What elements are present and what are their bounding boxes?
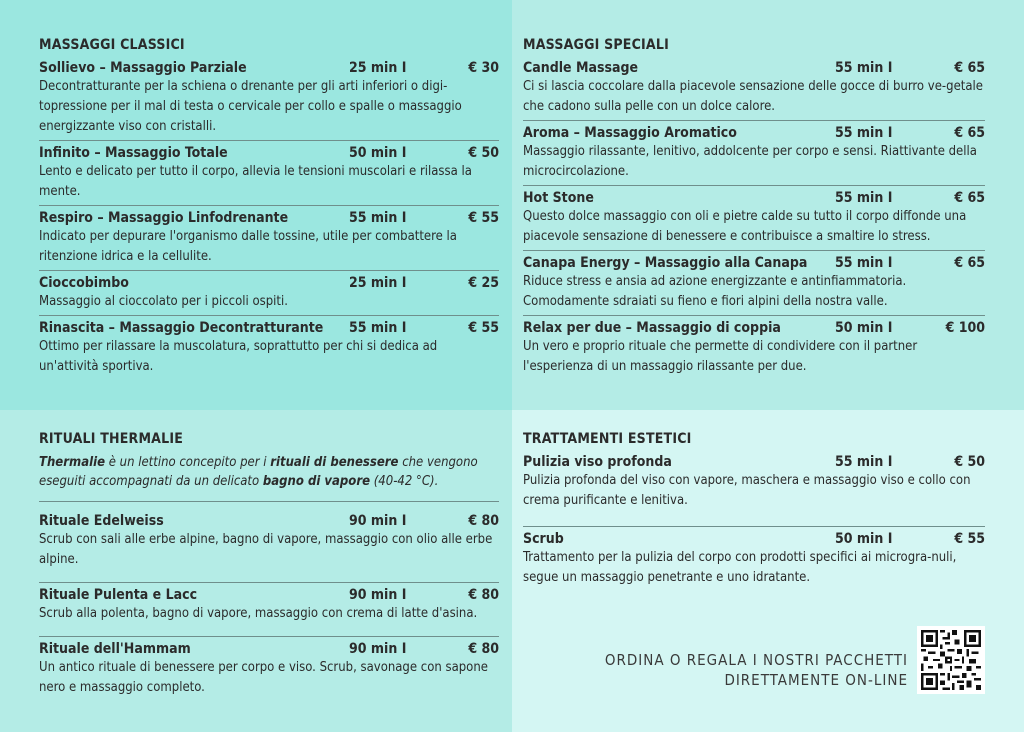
menu-item [523, 59, 985, 120]
item-duration: 55 min I [835, 60, 893, 76]
item-description: Scrub con sali alle erbe alpine, bagno di vapore, massaggio con olio alle erbe alpine. [39, 532, 493, 567]
item-price: € 55 [468, 210, 499, 226]
section-title: RITUALI THERMALIE [39, 431, 184, 447]
item-name: Respiro – Massaggio Linfodrenante [39, 210, 289, 226]
item-price: € 80 [468, 641, 499, 657]
item-name: Scrub [523, 531, 564, 547]
massaggi-speciali-section [512, 0, 1024, 410]
item-duration: 55 min I [835, 190, 893, 206]
item-duration: 55 min I [349, 210, 407, 226]
item-price: € 55 [954, 531, 985, 547]
item-duration: 25 min I [349, 275, 407, 291]
intro-text: che vengono eseguiti accompagnati da un delicato [39, 455, 478, 489]
item-name: Rituale dell'Hammam [39, 641, 191, 657]
trattamenti-estetici-section [512, 410, 1024, 732]
item-name: Relax per due – Massaggio di coppia [523, 320, 781, 336]
menu-item [523, 453, 985, 514]
item-duration: 90 min I [349, 513, 407, 529]
item-duration: 55 min I [835, 125, 893, 141]
intro-emphasis: rituali di benessere [270, 455, 399, 470]
item-description: Ottimo per rilassare la muscolatura, soprattutto per chi si dedica ad un'attività sportiva. [39, 339, 438, 374]
item-price: € 30 [468, 60, 499, 76]
menu-item [39, 315, 499, 380]
item-name: Candle Massage [523, 60, 639, 76]
item-description: Ci si lascia coccolare dalla piacevole sensazione delle gocce di burro ve-getale che cadono sulla pelle con un dolce calore. [523, 79, 983, 114]
item-name: Aroma – Massaggio Aromatico [523, 125, 737, 141]
rituali-thermalie-section [0, 410, 512, 732]
section-title: TRATTAMENTI ESTETICI [523, 431, 692, 447]
item-duration: 50 min I [835, 320, 893, 336]
order-online-cta [605, 650, 908, 690]
item-description: Riduce stress e ansia ad azione energizzante e antinfiammatoria. Comodamente sdraiati su fieno e fiori alpini della nostra valle. [523, 274, 907, 309]
item-duration: 90 min I [349, 641, 407, 657]
item-name: Rinascita – Massaggio Decontratturante [39, 320, 324, 336]
cta-line: DIRETTAMENTE ON-LINE [724, 671, 908, 689]
menu-item [39, 140, 499, 205]
item-price: € 25 [468, 275, 499, 291]
section-intro [39, 453, 499, 502]
item-price: € 50 [468, 145, 499, 161]
item-duration: 55 min I [349, 320, 407, 336]
item-description: Trattamento per la pulizia del corpo con prodotti specifici ai microgra-nuli, segue un massaggio penetrante e uno idratante. [523, 550, 957, 585]
menu-item [39, 512, 499, 570]
item-description: Un vero e proprio rituale che permette di condividere con il partner l'esperienza di un massaggio rilassante per due. [523, 339, 918, 374]
massaggi-classici-section [0, 0, 512, 410]
intro-brand: Thermalie [39, 455, 106, 470]
item-name: Rituale Pulenta e Lacc [39, 587, 198, 603]
intro-text: (40-42 °C). [370, 474, 439, 489]
item-duration: 90 min I [349, 587, 407, 603]
item-name: Sollievo – Massaggio Parziale [39, 60, 247, 76]
menu-item [523, 526, 985, 591]
item-description: Un antico rituale di benessere per corpo e viso. Scrub, savonage con sapone nero e massaggio completo. [39, 660, 488, 695]
menu-item [39, 205, 499, 270]
qr-code-icon[interactable] [917, 626, 985, 694]
item-description: Massaggio rilassante, lenitivo, addolcente per corpo e sensi. Riattivante della microcircolazione. [523, 144, 977, 179]
item-price: € 65 [954, 60, 985, 76]
menu-item [39, 582, 499, 624]
item-description: Indicato per depurare l'organismo dalle tossine, utile per combattere la ritenzione idrica e la cellulite. [39, 229, 457, 264]
menu-item [523, 120, 985, 185]
item-duration: 55 min I [835, 255, 893, 271]
intro-emphasis: bagno di vapore [262, 474, 371, 489]
item-name: Pulizia viso profonda [523, 454, 672, 470]
section-title: MASSAGGI SPECIALI [523, 37, 669, 53]
item-price: € 80 [468, 513, 499, 529]
item-price: € 55 [468, 320, 499, 336]
menu-item [39, 636, 499, 698]
item-price: € 65 [954, 255, 985, 271]
item-name: Cioccobimbo [39, 275, 129, 291]
item-price: € 50 [954, 454, 985, 470]
item-price: € 65 [954, 125, 985, 141]
item-duration: 25 min I [349, 60, 407, 76]
cta-line: ORDINA O REGALA I NOSTRI PACCHETTI [604, 651, 908, 669]
item-duration: 50 min I [835, 531, 893, 547]
item-name: Rituale Edelweiss [39, 513, 164, 529]
item-description: Scrub alla polenta, bagno di vapore, massaggio con crema di latte d'asina. [39, 606, 478, 621]
menu-item [523, 315, 985, 380]
item-name: Hot Stone [523, 190, 594, 206]
intro-text: è un lettino concepito per i [105, 455, 271, 470]
item-price: € 80 [468, 587, 499, 603]
qr-code-graphic [921, 630, 981, 690]
item-description: Decontratturante per la schiena o drenante per gli arti inferiori o digi-topressione per il mal di testa o cervicale per collo e spalle o massaggio energizzante viso con cristalli. [39, 79, 462, 134]
menu-item [523, 250, 985, 315]
item-duration: 50 min I [349, 145, 407, 161]
item-description: Pulizia profonda del viso con vapore, maschera e massaggio viso e collo con crema purificante e lenitiva. [523, 473, 971, 508]
section-title: MASSAGGI CLASSICI [39, 37, 185, 53]
item-duration: 55 min I [835, 454, 893, 470]
item-name: Infinito – Massaggio Totale [39, 145, 228, 161]
menu-item [523, 185, 985, 250]
item-price: € 65 [954, 190, 985, 206]
item-description: Massaggio al cioccolato per i piccoli ospiti. [39, 294, 288, 309]
menu-item [39, 59, 499, 140]
item-price: € 100 [945, 320, 985, 336]
item-name: Canapa Energy – Massaggio alla Canapa [523, 255, 808, 271]
item-description: Questo dolce massaggio con oli e pietre calde su tutto il corpo diffonde una piacevole sensazione di benessere e contribuisce a smaltire lo stress. [523, 209, 967, 244]
menu-item [39, 270, 499, 315]
item-description: Lento e delicato per tutto il corpo, allevia le tensioni muscolari e rilassa la mente. [39, 164, 472, 199]
